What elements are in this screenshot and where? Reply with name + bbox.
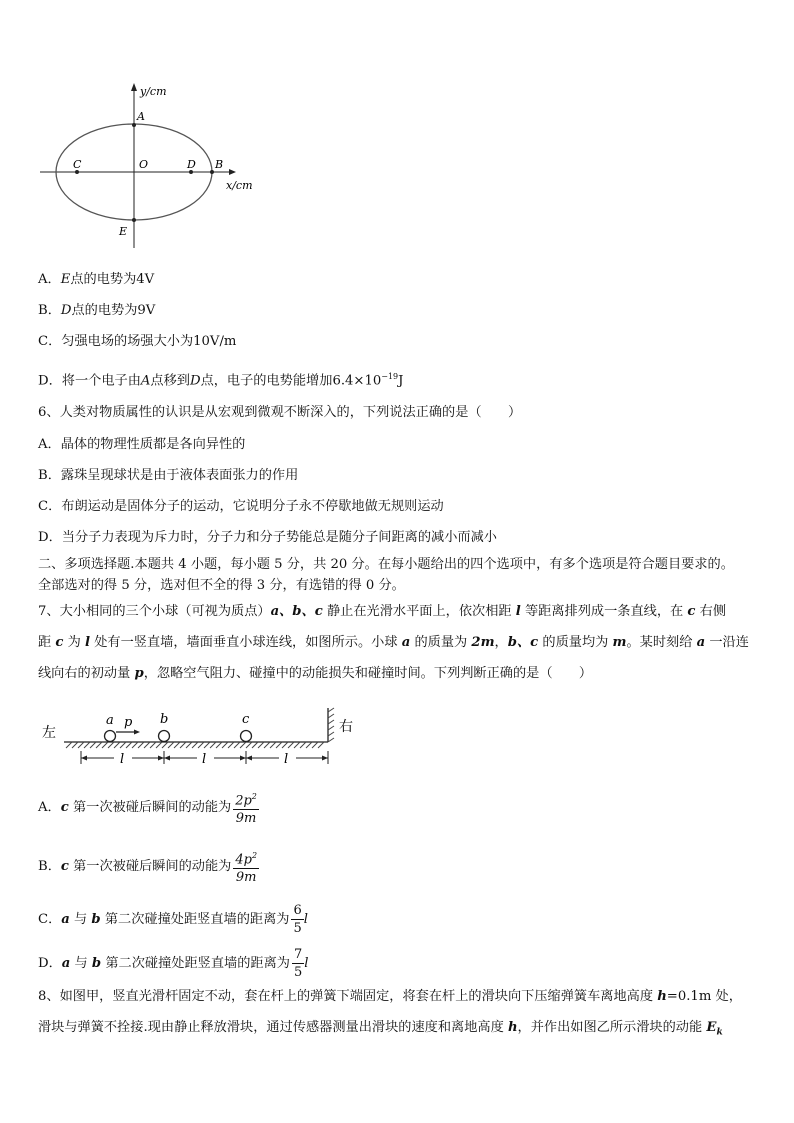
distance-l-1: l: [120, 752, 125, 767]
q6-stem: 6、人类对物质属性的认识是从宏观到微观不断深入的，下列说法正确的是（ ）: [38, 405, 522, 420]
ball-b-label: b: [160, 712, 169, 727]
q7-stem-line1: 7、大小相同的三个小球（可视为质点）a、b、c 静止在光滑水平面上，依次相距 l 等距离排列成一条直线，在 c 右侧: [38, 604, 727, 619]
momentum-label: p: [124, 715, 133, 730]
q8-stem-line1: 8、如图甲，竖直光滑杆固定不动，套在杆上的弹簧下端固定，将套在杆上的滑块向下压缩弹簧车离地高度 h=0.1m 处，: [38, 989, 742, 1004]
point-b-label: B: [215, 158, 224, 171]
point-o-label: O: [139, 158, 149, 171]
balls-wall-figure: [36, 704, 366, 772]
point-a-label: A: [137, 110, 145, 123]
q5-option-c: C．匀强电场的场强大小为10V/m: [38, 334, 237, 349]
distance-l-3: l: [284, 752, 289, 767]
q7-option-b-fraction: $\frac{4p^2}{9m}$: [233, 847, 259, 886]
left-label: 左: [42, 725, 56, 741]
ball-a-label: a: [106, 713, 114, 728]
ball-a: [105, 731, 116, 742]
point-a-dot: [132, 123, 136, 127]
y-axis-arrow: [131, 83, 137, 91]
ground-hatch: [66, 742, 324, 748]
q7-option-a: A．c 第一次被碰后瞬间的动能为 $\frac{2p^2}{9m}$: [38, 788, 259, 827]
ball-c-label: c: [242, 712, 250, 727]
q7-option-b: B．c 第一次被碰后瞬间的动能为 $\frac{4p^2}{9m}$: [38, 847, 259, 886]
section2-line1: 二、多项选择题.本题共 4 小题，每小题 5 分，共 20 分。在每小题给出的四个选项中，有多个选项是符合题目要求的。: [38, 557, 734, 572]
q5-option-b: B．D点的电势为9V: [38, 303, 156, 318]
q5-option-d: D．将一个电子由A点移到D点，电子的电势能增加$6.4\times 10^{-19}J$: [38, 372, 404, 389]
y-axis-label: y/cm: [140, 85, 167, 98]
q6-option-b: B．露珠呈现球状是由于液体表面张力的作用: [38, 468, 299, 483]
q7-option-d: D．a 与 b 第二次碰撞处距竖直墙的距离为 $\frac{7}{5}$ l: [38, 947, 309, 980]
point-d-label: D: [187, 158, 196, 171]
q7-stem-line3: 线向右的初动量 p，忽略空气阻力、碰撞中的动能损失和碰撞时间。下列判断正确的是（ ）: [38, 666, 593, 681]
q6-option-a: A．晶体的物理性质都是各向异性的: [38, 437, 246, 452]
distance-l-2: l: [202, 752, 207, 767]
point-b-dot: [210, 170, 214, 174]
x-axis-label: x/cm: [226, 179, 253, 192]
x-axis-arrow: [229, 169, 236, 175]
ellipse-field-figure: [36, 78, 266, 253]
q7-option-d-fraction: $\frac{7}{5}$: [293, 947, 303, 980]
q7-option-c: C．a 与 b 第二次碰撞处距竖直墙的距离为 $\frac{6}{5}$ l: [38, 903, 308, 936]
q7-option-c-fraction: $\frac{6}{5}$: [293, 903, 302, 936]
point-e-label: E: [119, 225, 128, 238]
momentum-arrowhead: [134, 730, 140, 735]
q6-option-d: D．当分子力表现为斥力时，分子力和分子势能总是随分子间距离的减小而减小: [38, 530, 497, 545]
wall-hatch: [328, 708, 334, 742]
section2-line2: 全部选对的得 5 分，选对但不全的得 3 分，有选错的得 0 分。: [38, 578, 405, 593]
q7-option-a-fraction: $\frac{2p^2}{9m}$: [233, 788, 259, 827]
q5-option-a: A．E点的电势为4V: [38, 272, 155, 287]
q7-stem-line2: 距 c 为 l 处有一竖直墙，墙面垂直小球连线，如图所示。小球 a 的质量为 2m，b、c 的质量均为 m。某时刻给 a 一沿连: [38, 635, 749, 650]
q8-stem-line2: 滑块与弹簧不拴接.现由静止释放滑块，通过传感器测量出滑块的速度和离地高度 h，并作出如图乙所示滑块的动能 $E_k$: [38, 1020, 723, 1038]
point-e-dot: [132, 218, 136, 222]
q6-option-c: C．布朗运动是固体分子的运动，它说明分子永不停歇地做无规则运动: [38, 499, 444, 514]
right-label: 右: [339, 719, 353, 735]
ball-b: [159, 731, 170, 742]
ball-c: [241, 731, 252, 742]
point-c-label: C: [73, 158, 82, 171]
